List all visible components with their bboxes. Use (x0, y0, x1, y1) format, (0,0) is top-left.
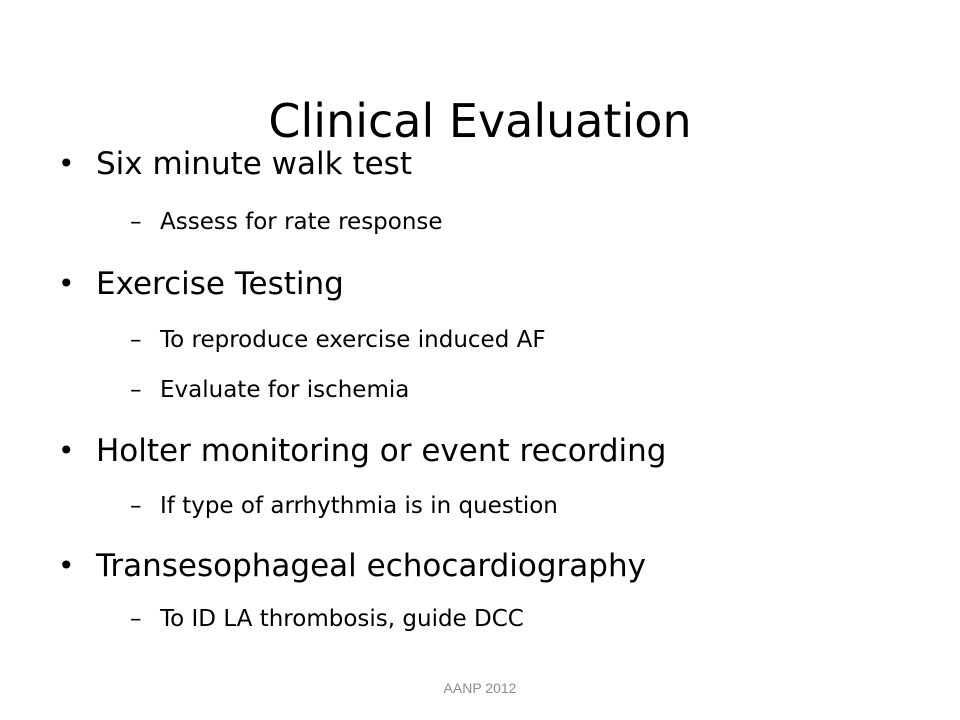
sub-bullet-text: To ID LA thrombosis, guide DCC (160, 606, 524, 632)
bullet-dot-icon: • (58, 267, 75, 300)
sub-bullet-text: Assess for rate response (160, 209, 443, 235)
sub-bullet-text: If type of arrhythmia is in question (160, 493, 558, 519)
dash-icon: – (130, 377, 142, 403)
slide-footer: AANP 2012 (443, 680, 517, 696)
bullet-item (58, 546, 646, 586)
bullet-text: Transesophageal echocardiography (96, 548, 646, 584)
sub-bullet-item (130, 491, 558, 521)
sub-bullet-item (130, 207, 443, 237)
bullet-dot-icon: • (58, 549, 75, 582)
dash-icon: – (130, 493, 142, 519)
bullet-text: Exercise Testing (96, 266, 344, 302)
sub-bullet-item (130, 325, 546, 355)
bullet-dot-icon: • (58, 434, 75, 467)
bullet-item (58, 431, 667, 471)
sub-bullet-text: To reproduce exercise induced AF (160, 327, 546, 353)
sub-bullet-text: Evaluate for ischemia (160, 377, 410, 403)
dash-icon: – (130, 606, 142, 632)
sub-bullet-item (130, 375, 409, 405)
bullet-item (58, 264, 344, 304)
dash-icon: – (130, 327, 142, 353)
sub-bullet-item (130, 604, 524, 634)
dash-icon: – (130, 209, 142, 235)
bullet-item (58, 144, 412, 184)
bullet-text: Holter monitoring or event recording (96, 433, 667, 469)
bullet-text: Six minute walk test (96, 146, 412, 182)
bullet-dot-icon: • (58, 147, 75, 180)
slide-title: Clinical Evaluation (268, 93, 692, 148)
